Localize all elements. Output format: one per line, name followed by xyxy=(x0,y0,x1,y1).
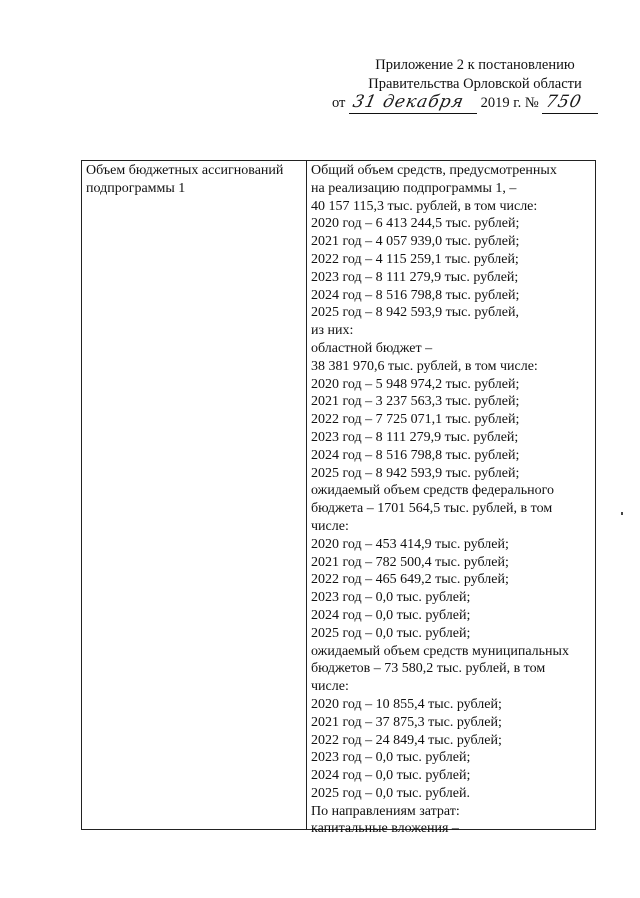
budget-line: 2022 год – 24 849,4 тыс. рублей; xyxy=(311,732,502,748)
budget-line: ожидаемый объем средств муниципальных xyxy=(311,643,569,659)
handwritten-date: 31 декабря xyxy=(351,92,466,112)
document-header xyxy=(330,56,620,114)
budget-line: 2024 год – 0,0 тыс. рублей; xyxy=(311,768,471,784)
budget-line: областной бюджет – xyxy=(311,340,433,356)
budget-line: 2020 год – 5 948 974,2 тыс. рублей; xyxy=(311,376,520,392)
budget-line: 2022 год – 465 649,2 тыс. рублей; xyxy=(311,572,509,588)
handwritten-date-field xyxy=(349,94,477,114)
budget-line: 2025 год – 8 942 593,9 тыс. рублей, xyxy=(311,305,519,321)
budget-line: По направлениям затрат: xyxy=(311,803,460,819)
budget-line: 2021 год – 37 875,3 тыс. рублей; xyxy=(311,714,502,730)
budget-line: 2025 год – 0,0 тыс. рублей. xyxy=(311,785,470,801)
column-divider xyxy=(306,161,307,829)
budget-line: бюджета – 1701 564,5 тыс. рублей, в том xyxy=(311,501,553,517)
budget-line: 2023 год – 0,0 тыс. рублей; xyxy=(311,590,471,606)
table-right-cell xyxy=(311,162,593,838)
budget-line: 2022 год – 7 725 071,1 тыс. рублей; xyxy=(311,412,520,428)
budget-line: 2020 год – 6 413 244,5 тыс. рублей; xyxy=(311,216,520,232)
budget-line: 2020 год – 453 414,9 тыс. рублей; xyxy=(311,536,509,552)
handwritten-number: 750 xyxy=(544,92,584,112)
budget-line: 2021 год – 4 057 939,0 тыс. рублей; xyxy=(311,234,520,250)
budget-line: 38 381 970,6 тыс. рублей, в том числе: xyxy=(311,358,538,374)
budget-line: 2021 год – 3 237 563,3 тыс. рублей; xyxy=(311,394,520,410)
issuing-authority: Правительства Орловской области xyxy=(368,76,582,92)
budget-line: из них: xyxy=(311,323,354,339)
date-prefix: от xyxy=(332,95,346,111)
budget-line: 2024 год – 0,0 тыс. рублей; xyxy=(311,607,471,623)
budget-line: 2025 год – 0,0 тыс. рублей; xyxy=(311,625,471,641)
budget-line: 2024 год – 8 516 798,8 тыс. рублей; xyxy=(311,447,520,463)
budget-line: 2020 год – 10 855,4 тыс. рублей; xyxy=(311,696,502,712)
budget-line: числе: xyxy=(311,679,349,695)
budget-line: 2023 год – 8 111 279,9 тыс. рублей; xyxy=(311,429,519,445)
table-left-cell: Объем бюджетных ассигнований подпрограммы 1 xyxy=(86,163,284,196)
year-and-number-label: 2019 г. № xyxy=(480,95,539,111)
budget-line: Общий объем средств, предусмотренных xyxy=(311,163,557,178)
budget-line: на реализацию подпрограммы 1, – xyxy=(311,180,517,196)
budget-line: числе: xyxy=(311,518,349,534)
margin-mark xyxy=(621,512,623,515)
budget-line: бюджетов – 73 580,2 тыс. рублей, в том xyxy=(311,661,546,677)
budget-allocation-table xyxy=(81,160,596,837)
budget-line: капитальные вложения – xyxy=(311,821,459,837)
budget-line: 2025 год – 8 942 593,9 тыс. рублей; xyxy=(311,465,520,481)
resolution-date-line xyxy=(330,94,620,114)
budget-line: ожидаемый объем средств федерального xyxy=(311,483,555,499)
budget-line: 2023 год – 8 111 279,9 тыс. рублей; xyxy=(311,269,519,285)
budget-line: 2024 год – 8 516 798,8 тыс. рублей; xyxy=(311,287,520,303)
handwritten-number-field xyxy=(542,94,598,114)
appendix-title: Приложение 2 к постановлению xyxy=(375,57,575,73)
budget-line: 2023 год – 0,0 тыс. рублей; xyxy=(311,750,471,766)
budget-line: 2022 год – 4 115 259,1 тыс. рублей; xyxy=(311,251,519,267)
budget-line: 2021 год – 782 500,4 тыс. рублей; xyxy=(311,554,509,570)
budget-line: 40 157 115,3 тыс. рублей, в том числе: xyxy=(311,198,538,214)
